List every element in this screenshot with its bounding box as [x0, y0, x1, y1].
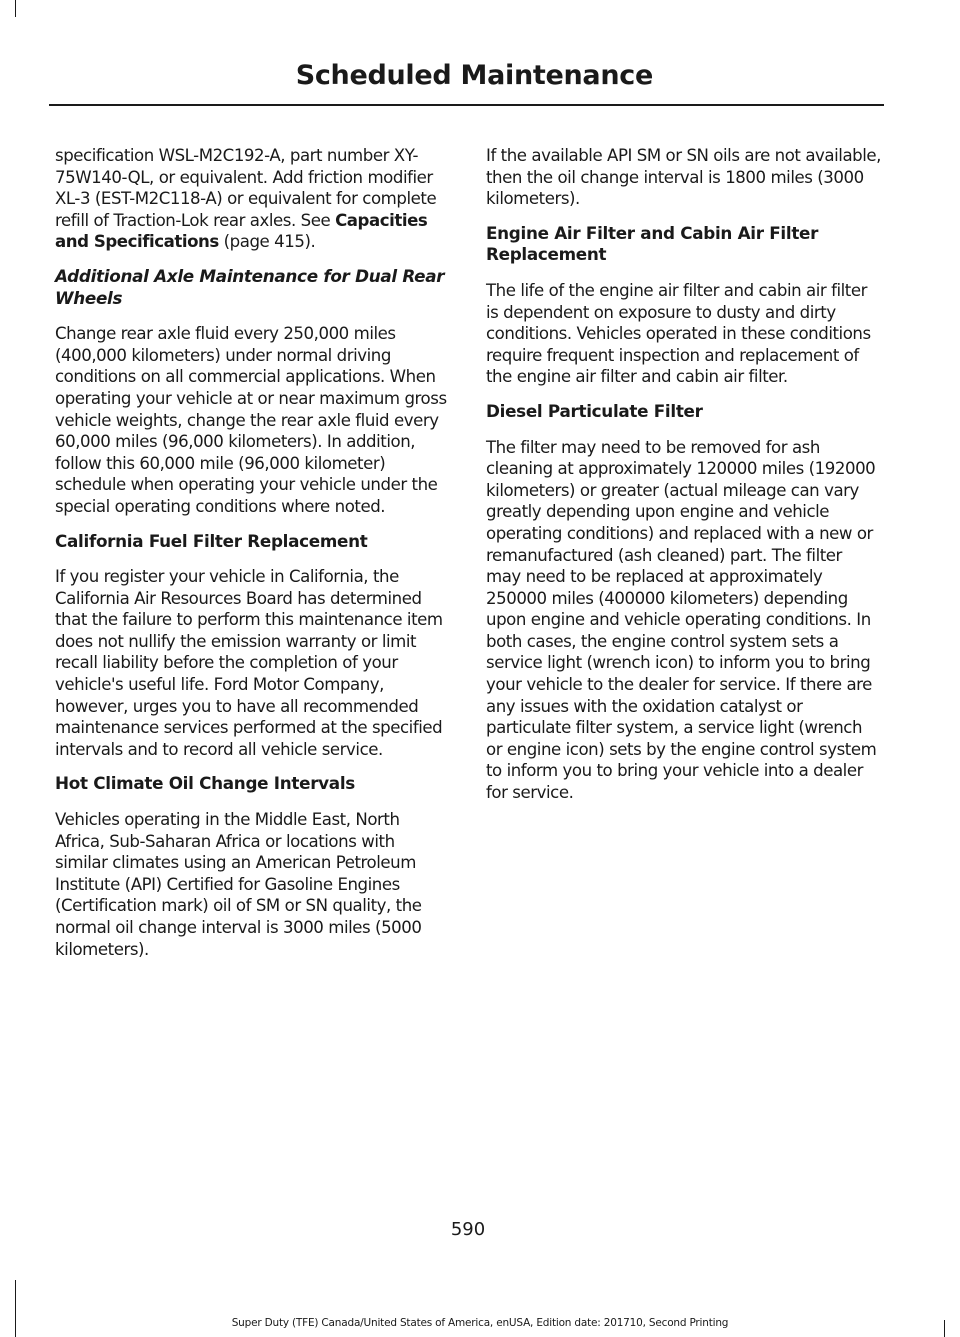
hot-climate-paragraph: Vehicles operating in the Middle East, North Africa, Sub-Saharan Africa or locations with similar climates using an American Petroleum Institute (API) Certified for Gasoline Engines (Certification mark) oil of SM or SN quality, the normal oil change interval is 3000 miles (5000 kilometers).	[55, 810, 422, 959]
axle-maintenance-paragraph: Change rear axle fluid every 250,000 miles (400,000 kilometers) under normal driving conditions on all commercial applications. When operating your vehicle at or near maximum gross vehicle weights, change the rear axle fluid every 60,000 miles (96,000 kilometers). In addition, follow this 60,000 mile (96,000 kilometer) schedule when operating your vehicle under the special operating conditions where noted.	[55, 324, 447, 516]
air-filter-heading: Engine Air Filter and Cabin Air Filter Replacement	[486, 222, 819, 265]
axle-maintenance-heading: Additional Axle Maintenance for Dual Rear Wheels	[55, 265, 445, 308]
page-number: 590	[450, 1219, 486, 1240]
edition-footer: Super Duty (TFE) Canada/United States of America, enUSA, Edition date: 201710, Second Printing	[231, 1317, 729, 1329]
fuel-filter-paragraph: If you register your vehicle in California, the California Air Resources Board has determined that the failure to perform this maintenance item does not nullify the emission warranty or limit recall liability before the completion of your vehicle's useful life. Ford Motor Company, however, urges you to have all recommended maintenance services performed at the specified intervals and to record all vehicle service.	[55, 567, 443, 759]
left-column	[55, 145, 449, 973]
capacities-text: specification WSL-M2C192-A, part number XY-75W140-QL, or equivalent. Add friction modifier XL-3 (EST-M2C118-A) or equivalent for complete refill of Traction-Lok rear axles. See	[55, 146, 437, 230]
diesel-filter-heading: Diesel Particulate Filter	[486, 400, 703, 421]
right-column	[486, 145, 881, 817]
diesel-filter-paragraph: The filter may need to be removed for ash cleaning at approximately 120000 miles (192000 kilometers) or greater (actual mileage can vary greatly depending upon engine and vehicle operating conditions) and replaced with a new or remanufactured (ash cleaned) part. The filter may need to be replaced at approximately 250000 miles (400000 kilometers) depending upon engine and vehicle operating conditions. In both cases, the engine control system sets a service light (wrench icon) to inform you to bring your vehicle to the dealer for service. If there are any issues with the oxidation catalyst or particulate filter system, a service light (wrench or engine icon) sets by the engine control system to inform you to bring your vehicle into a dealer for service.	[486, 437, 877, 803]
crop-mark-top-left	[15, 0, 16, 17]
page-title: Scheduled Maintenance	[295, 60, 653, 91]
header-rule	[49, 104, 884, 106]
hot-climate-heading: Hot Climate Oil Change Intervals	[55, 773, 355, 794]
fuel-filter-heading: California Fuel Filter Replacement	[55, 530, 368, 551]
capacities-page-ref: (page 415).	[218, 232, 316, 252]
capacities-paragraph	[55, 145, 449, 253]
air-filter-paragraph: The life of the engine air filter and cabin air filter is dependent on exposure to dusty and dirty conditions. Vehicles operated in these conditions require frequent inspection and replacement of the engine air filter and cabin air filter.	[486, 280, 871, 387]
capacities-link[interactable]: Capacities and Specifications	[55, 210, 428, 252]
oil-interval-paragraph: If the available API SM or SN oils are not available, then the oil change interval is 1800 miles (3000 kilometers).	[486, 146, 881, 209]
